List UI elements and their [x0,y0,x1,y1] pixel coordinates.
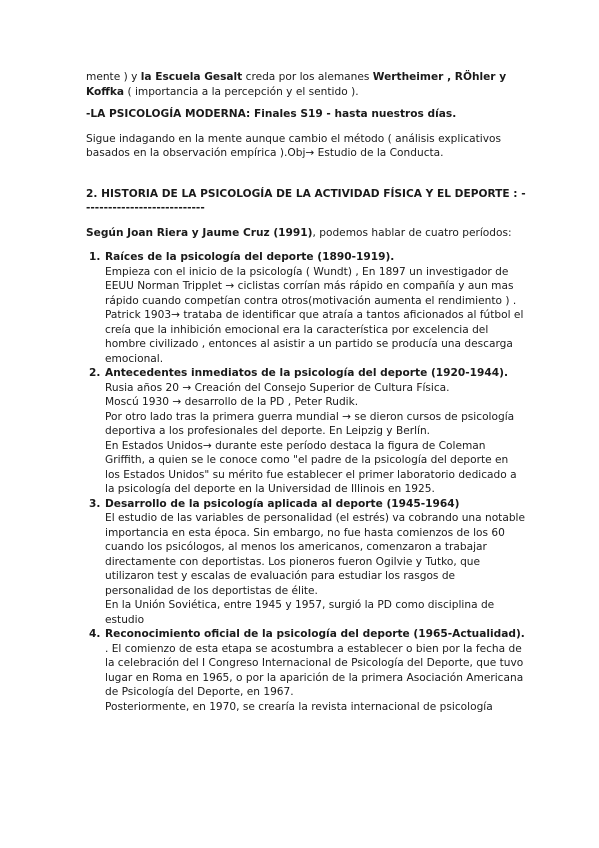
period-paragraph: Empieza con el inicio de la psicología ( Wundt) , En 1897 un investigador de EEUU Norman Tripplet → ciclistas corrían más rápido en compañía y aun mas rápido cuando competían contra otros(motivación aumenta el rendimiento ) . [105,265,517,307]
period-paragraph: Moscú 1930 → desarrollo de la PD , Peter Rudik. [105,396,359,408]
period-item [86,250,526,366]
period-number: 3. [89,497,101,510]
gestalt-authors: Wertheimer , RÖhler y Koffka [86,71,507,98]
intro-paragraph [86,70,526,99]
segun-paragraph [86,226,526,241]
period-title: Reconocimiento oficial de la psicología del deporte (1965-Actualidad). [105,628,525,640]
period-title: Raíces de la psicología del deporte (1890-1919). [105,251,395,263]
period-paragraph: Patrick 1903→ trataba de identificar que atraía a tantos aficionados al fútbol el creía que la inhibición emocional era la característica por excelencia del hombre civilizado , entonces al asistir a un partido se producía una descarga emocional. [105,309,524,365]
escuela-gesalt: la Escuela Gesalt [140,71,243,83]
segun-authors: Según Joan Riera y Jaume Cruz (1991) [86,226,313,239]
document-body [86,70,526,714]
period-item [86,497,526,628]
moderna-paragraph: Sigue indagando en la mente aunque cambio el método ( análisis explicativos basados en la observación empírica ).Obj→ Estudio de la Conducta. [86,132,501,159]
period-number: 1. [89,251,101,263]
segun-text: , podemos hablar de cuatro períodos: [312,226,512,239]
periods-list [86,250,526,714]
period-item [86,366,526,497]
period-paragraph: En la Unión Soviética, entre 1945 y 1957, surgió la PD como disciplina de estudio [105,599,495,626]
intro-text-3: ( importancia a la percepción y el sentido ). [124,85,359,98]
period-paragraph: . El comienzo de esta etapa se acostumbra a establecer o bien por la fecha de la celebración del I Congreso Internacional de Psicología del Deporte, que tuvo lugar en Roma en 1965, o por la aparición de la primera Asociación Americana de Psicología del Deporte, en 1967. [105,642,524,698]
intro-text-2: creda por los alemanes [242,71,373,83]
section-2-heading: 2. HISTORIA DE LA PSICOLOGÍA DE LA ACTIVIDAD FÍSICA Y EL DEPORTE : ---------------------------- [86,187,526,214]
period-paragraph: En Estados Unidos→ durante este período destaca la figura de Coleman Griffith, a quien se le conoce como "el padre de la psicología del deporte en los Estados Unidos" su mérito fue establecer el primer laboratorio dedicado a la psicología del deporte en la Universidad de Illinois en 1925. [105,439,517,495]
period-paragraph: El estudio de las variables de personalidad (el estrés) va cobrando una notable importancia en esta época. Sin embargo, no fue hasta comienzos de los 60 cuando los psicólogos, al menos los americanos, comenzaron a trabajar directamente con deportistas. Los pioneros fueron Ogilvie y Tutko, que utilizaron test y escalas de evaluación para estudiar los rasgos de personalidad de los deportistas de élite. [105,512,526,597]
period-paragraph: Por otro lado tras la primera guerra mundial → se dieron cursos de psicología deportiva a los profesionales del deporte. En Leipzig y Berlín. [105,410,515,437]
period-paragraph: Rusia años 20 → Creación del Consejo Superior de Cultura Física. [105,381,450,394]
period-paragraph: Posteriormente, en 1970, se crearía la revista internacional de psicología [105,700,493,713]
period-number: 2. [89,367,101,379]
period-item [86,627,526,714]
period-title: Antecedentes inmediatos de la psicología del deporte (1920-1944). [105,367,509,379]
period-title: Desarrollo de la psicología aplicada al deporte (1945-1964) [105,497,460,510]
moderna-heading: -LA PSICOLOGÍA MODERNA: Finales S19 - hasta nuestros días. [86,108,457,120]
period-number: 4. [89,628,101,640]
intro-text-1: mente ) y [86,71,141,83]
